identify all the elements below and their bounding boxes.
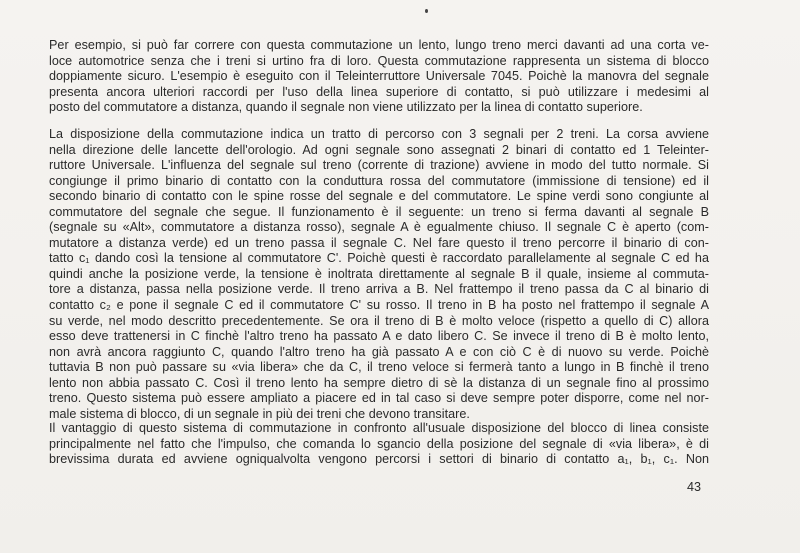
paragraph-1	[49, 38, 709, 116]
text-line: secondo binario di contatto con le spine rosse del segnale e del commutatore. Le spine verdi sono congiunte al	[49, 189, 709, 204]
page-number: 43	[687, 480, 702, 494]
text-line: (segnale su «Alt», commutatore a distanza rosso), segnale A è egualmente chiuso. Il segnale C è aperto (com-	[49, 220, 709, 235]
text-line: loce automotrice senza che i treni si urtino fra di loro. Questa commutazione rappresenta un sistema di blocco	[49, 53, 709, 68]
text-line: tore a distanza, passa nella posizione verde. Il treno arriva a B. Nel frattempo il treno passa da C al binario di	[49, 282, 709, 297]
text-line: male sistema di blocco, di un segnale in più dei treni che devono transitare.	[49, 406, 470, 421]
text-line: mutatore a distanza verde) ed un treno passa il segnale C. Nel fare questo il treno percorre il binario di con-	[49, 235, 709, 250]
text-line: Per esempio, si può far correre con questa commutazione un lento, lungo treno merci davanti ad una corta ve-	[49, 38, 709, 52]
page-speck	[425, 9, 428, 13]
text-line: su verde, nel modo descritto precedentemente. Se ora il treno di B è molto veloce (rispetto a quello di C) allora	[49, 313, 709, 328]
text-line: doppiamente sicuro. L'esempio è eseguito con il Teleinterruttore Universale 7045. Poichè la manovra del segnale	[49, 69, 709, 84]
paragraph-3	[49, 421, 709, 468]
text-line: Il vantaggio di questo sistema di commutazione in confronto all'usuale disposizione del blocco di linea consiste	[49, 421, 709, 435]
text-line: quindi anche la posizione verde, la tensione è inoltrata direttamente al segnale B il quale, insieme al commuta-	[49, 266, 709, 281]
text-line: tatto c₁ dando così la tensione al commutatore C'. Poichè questi è raccordato parallelamente al segnale C ed ha	[49, 251, 709, 266]
text-line: posto del commutatore a distanza, quando il segnale non viene utilizzato per la linea di contatto superiore.	[49, 100, 643, 115]
text-line: principalmente nel fatto che l'impulso, che comanda lo sgancio della posizione del segnale di «via libera», è di	[49, 436, 709, 451]
text-line: La disposizione della commutazione indica un tratto di percorso con 3 segnali per 2 treni. La corsa avviene	[49, 127, 709, 141]
text-line: brevissima durata ed avviene ogniqualvolta vengono percorsi i settori di binario di contatto a₁, b₁, c₁. Non	[49, 452, 709, 467]
text-line: presenta ancora ulteriori raccordi per l'uso della linea superiore di contatto, si può utilizzare i medesimi al	[49, 84, 709, 99]
text-line: nella direzione delle lancette dell'orologio. Ad ogni segnale sono assegnati 2 binari di contatto ed 1 Teleinter-	[49, 142, 709, 157]
text-line: congiunge il primo binario di contatto con la conduttura rossa del commutatore (immissione di tensione) ed il	[49, 173, 709, 188]
text-line: lento non abbia passato C. Così il treno lento ha sempre dietro di sè la distanza di un segnale fino al prossimo	[49, 375, 709, 390]
text-line: treno. Questo sistema può essere ampliato a piacere ed in tal caso si deve sempre poter disporre, come nel nor-	[49, 391, 709, 406]
paragraph-2	[49, 127, 709, 422]
text-line: ruttore Universale. L'influenza del segnale sul treno (corrente di trazione) avviene in modo del tutto normale. Si	[49, 158, 709, 173]
text-line: non avrà ancora raggiunto C, quando l'altro treno ha già passato A e con ciò C è di nuovo su verde. Poichè	[49, 344, 709, 359]
text-line: commutatore del segnale che segue. Il funzionamento è il seguente: un treno si ferma davanti al segnale B	[49, 204, 709, 219]
text-line: esso deve trattenersi in C finchè l'altro treno ha passato A e dato libero C. Se invece il treno di B è molto lento,	[49, 329, 709, 344]
text-line: contatto c₂ e pone il segnale C ed il commutatore C' su rosso. Il treno in B ha posto nel frattempo il segnale A	[49, 298, 709, 313]
text-line: tuttavia B non può passare su «via libera» che da C, il treno veloce si fermerà tanto a lungo in B finchè il treno	[49, 360, 709, 375]
